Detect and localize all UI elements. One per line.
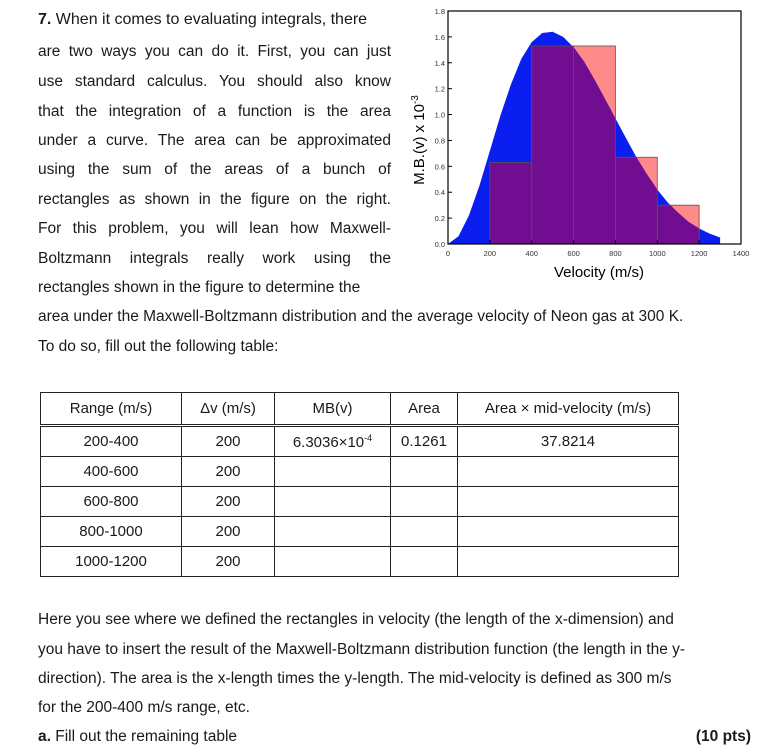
y-axis-label: M.B.(v) x $10^{-3}$ — [410, 95, 428, 185]
question-line: under a curve. The area can be approximated — [38, 132, 391, 149]
table-cell-blank[interactable] — [391, 547, 458, 577]
question-line: rectangles as shown in the figure on the right. — [38, 191, 391, 208]
table-cell-blank[interactable] — [391, 487, 458, 517]
y-tick-label: 1.6 — [434, 32, 445, 42]
header-area-mid-velocity: Area × mid-velocity (m/s) — [458, 393, 679, 426]
part-label: a. — [38, 728, 51, 745]
table-cell: 200 — [182, 457, 275, 487]
question-line: are two ways you can do it. First, you can just — [38, 43, 391, 60]
table-cell: 0.1261 — [391, 426, 458, 457]
header-mbv: MB(v) — [275, 393, 391, 426]
y-tick-label: 1.2 — [434, 84, 445, 94]
table-row — [41, 487, 679, 517]
points-label: (10 pts) — [695, 728, 751, 745]
question-line: For this problem, you will lean how Maxwell- — [38, 220, 391, 237]
table-cell-blank[interactable] — [391, 517, 458, 547]
x-tick-label: 400 — [525, 249, 538, 258]
y-tick-label: 0.0 — [434, 240, 445, 249]
x-tick-label: 1000 — [648, 249, 666, 258]
table-cell: 200 — [182, 547, 275, 577]
table-cell: 200 — [182, 426, 275, 457]
y-tick-label: 0.2 — [434, 214, 445, 224]
part-text: Fill out the remaining table — [50, 728, 238, 745]
y-tick-label: 1.4 — [434, 58, 445, 68]
table-cell-blank[interactable] — [458, 517, 679, 547]
header-range: Range (m/s) — [41, 393, 182, 426]
part-a-line — [38, 728, 237, 746]
table-cell-blank[interactable] — [458, 457, 679, 487]
table-cell-blank[interactable] — [275, 457, 391, 487]
table-cell: 800-1000 — [41, 517, 182, 547]
footer-line: you have to insert the result of the Maxwell-Boltzmann distribution function (the length in the y- — [38, 641, 686, 658]
header-area: Area — [391, 393, 458, 426]
header-delta-v: Δv (m/s) — [182, 393, 275, 426]
table-header-row — [41, 393, 679, 426]
table-cell-blank[interactable] — [275, 517, 391, 547]
question-number: 7. — [38, 11, 52, 28]
overlap-rectangle — [490, 162, 532, 244]
question-line: use standard calculus. You should also know — [38, 73, 391, 90]
plot-area — [435, 7, 750, 258]
y-tick-label: 0.8 — [434, 136, 445, 146]
x-tick-label: 800 — [609, 249, 622, 258]
table-cell: 600-800 — [41, 487, 182, 517]
table-cell-blank[interactable] — [275, 487, 391, 517]
table-cell: 200 — [182, 487, 275, 517]
x-tick-label: 0 — [445, 249, 451, 258]
table-row — [41, 517, 679, 547]
footer-line: for the 200-400 m/s range, etc. — [38, 699, 250, 716]
table-cell: 200-400 — [41, 426, 182, 457]
footer-line: direction). The area is the x-length times the y-length. The mid-velocity is defined as 300 m/s — [38, 670, 672, 687]
table-row — [41, 426, 679, 457]
x-tick-label: 600 — [567, 249, 580, 258]
question-line: area under the Maxwell-Boltzmann distribution and the average velocity of Neon gas at 300 K. — [38, 308, 684, 325]
x-tick-label: 200 — [483, 249, 497, 258]
question-line: To do so, fill out the following table: — [38, 338, 279, 355]
question-line: rectangles shown in the figure to determine the — [38, 279, 361, 296]
table-cell: 200 — [182, 517, 275, 547]
question-line: using the sum of the areas of a bunch of — [38, 161, 391, 178]
y-tick-label: 0.6 — [434, 162, 445, 172]
table-cell: 400-600 — [41, 457, 182, 487]
x-tick-label: 1400 — [732, 249, 750, 258]
table-row — [41, 547, 679, 577]
table-row — [41, 457, 679, 487]
table-cell-blank[interactable] — [458, 487, 679, 517]
table-cell: 1000-1200 — [41, 547, 182, 577]
overlap-rectangle — [532, 46, 574, 244]
y-tick-label: 1.0 — [434, 110, 445, 120]
footer-line: Here you see where we defined the rectangles in velocity (the length of the x-dimension) and — [38, 611, 674, 628]
y-tick-label: 0.4 — [434, 188, 445, 198]
question-line: that the integration of a function is the area — [38, 103, 391, 120]
maxwell-boltzmann-chart — [398, 0, 763, 290]
table-cell-blank[interactable] — [458, 547, 679, 577]
y-tick-label: 1.8 — [434, 7, 445, 16]
table-cell: $6.3036\times 10^{-4}$ — [275, 426, 391, 457]
question-line: 7. When it comes to evaluating integrals, there — [38, 11, 368, 28]
table-cell-blank[interactable] — [275, 547, 391, 577]
table-cell-blank[interactable] — [391, 457, 458, 487]
x-axis-label: Velocity (m/s) — [553, 264, 645, 281]
data-table — [40, 392, 679, 577]
table-cell: 37.8214 — [458, 426, 679, 457]
question-line: Boltzmann integrals really work using the — [38, 250, 391, 267]
x-tick-label: 1200 — [690, 249, 708, 258]
